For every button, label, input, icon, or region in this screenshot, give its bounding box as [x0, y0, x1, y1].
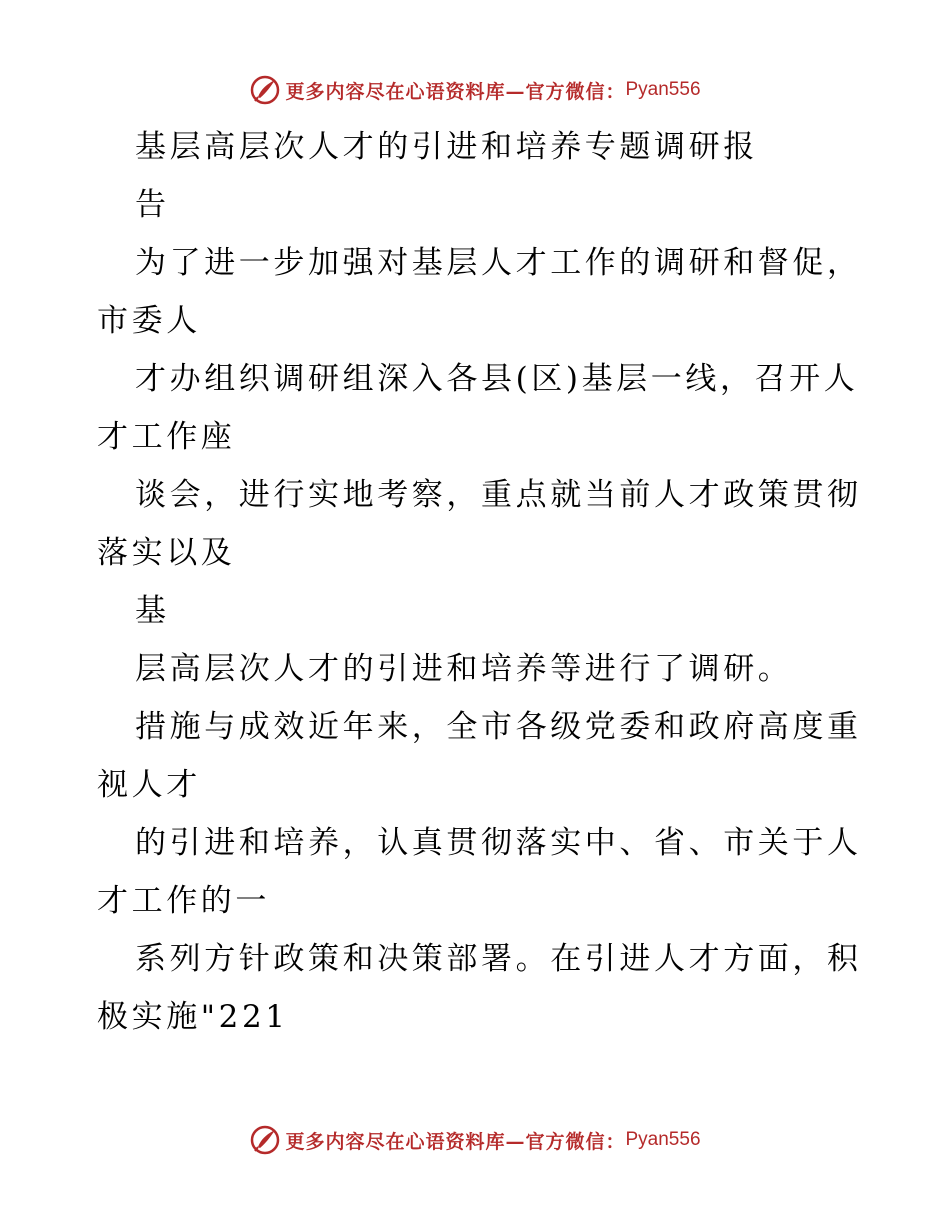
paragraph-line: 视人才: [97, 767, 201, 803]
paragraph-line: 系列方针政策和决策部署。在引进人才方面，积: [135, 941, 862, 977]
paragraph-line: 才工作的一: [97, 883, 270, 919]
banner-slogan: 更多内容尽在心语资料库—: [285, 80, 526, 103]
banner-wechat-id: Pyan556: [625, 79, 701, 100]
paragraph-line: 极实施"221: [97, 999, 289, 1035]
document-body: [97, 118, 877, 1046]
banner-wechat-label: 官方微信：: [525, 1130, 626, 1153]
paragraph-line: 市委人: [97, 303, 201, 339]
paragraph-line: 落实以及: [97, 535, 236, 571]
banner-slogan: 更多内容尽在心语资料库—: [285, 1130, 526, 1153]
paragraph-line: 措施与成效近年来，全市各级党委和政府高度重: [135, 709, 862, 745]
paragraph-line: 层高层次人才的引进和培养等进行了调研。: [135, 651, 793, 687]
title-line: 基层高层次人才的引进和培养专题调研报: [135, 129, 758, 165]
paragraph-line: 才工作座: [97, 419, 236, 455]
paragraph-line: 基: [135, 593, 170, 629]
quill-logo-icon: [249, 1124, 281, 1156]
header-banner: [0, 70, 950, 110]
paragraph-line: 为了进一步加强对基层人才工作的调研和督促，: [135, 245, 862, 281]
paragraph-line: 才办组织调研组深入各县(区)基层一线，召开人: [135, 361, 859, 397]
banner-wechat-label: 官方微信：: [525, 80, 626, 103]
quill-logo-icon: [249, 74, 281, 106]
paragraph-line: 的引进和培养，认真贯彻落实中、省、市关于人: [135, 825, 862, 861]
title-line: 告: [135, 187, 170, 223]
banner-wechat-id: Pyan556: [625, 1129, 701, 1150]
footer-banner: [0, 1120, 950, 1160]
paragraph-line: 谈会，进行实地考察，重点就当前人才政策贯彻: [135, 477, 862, 513]
